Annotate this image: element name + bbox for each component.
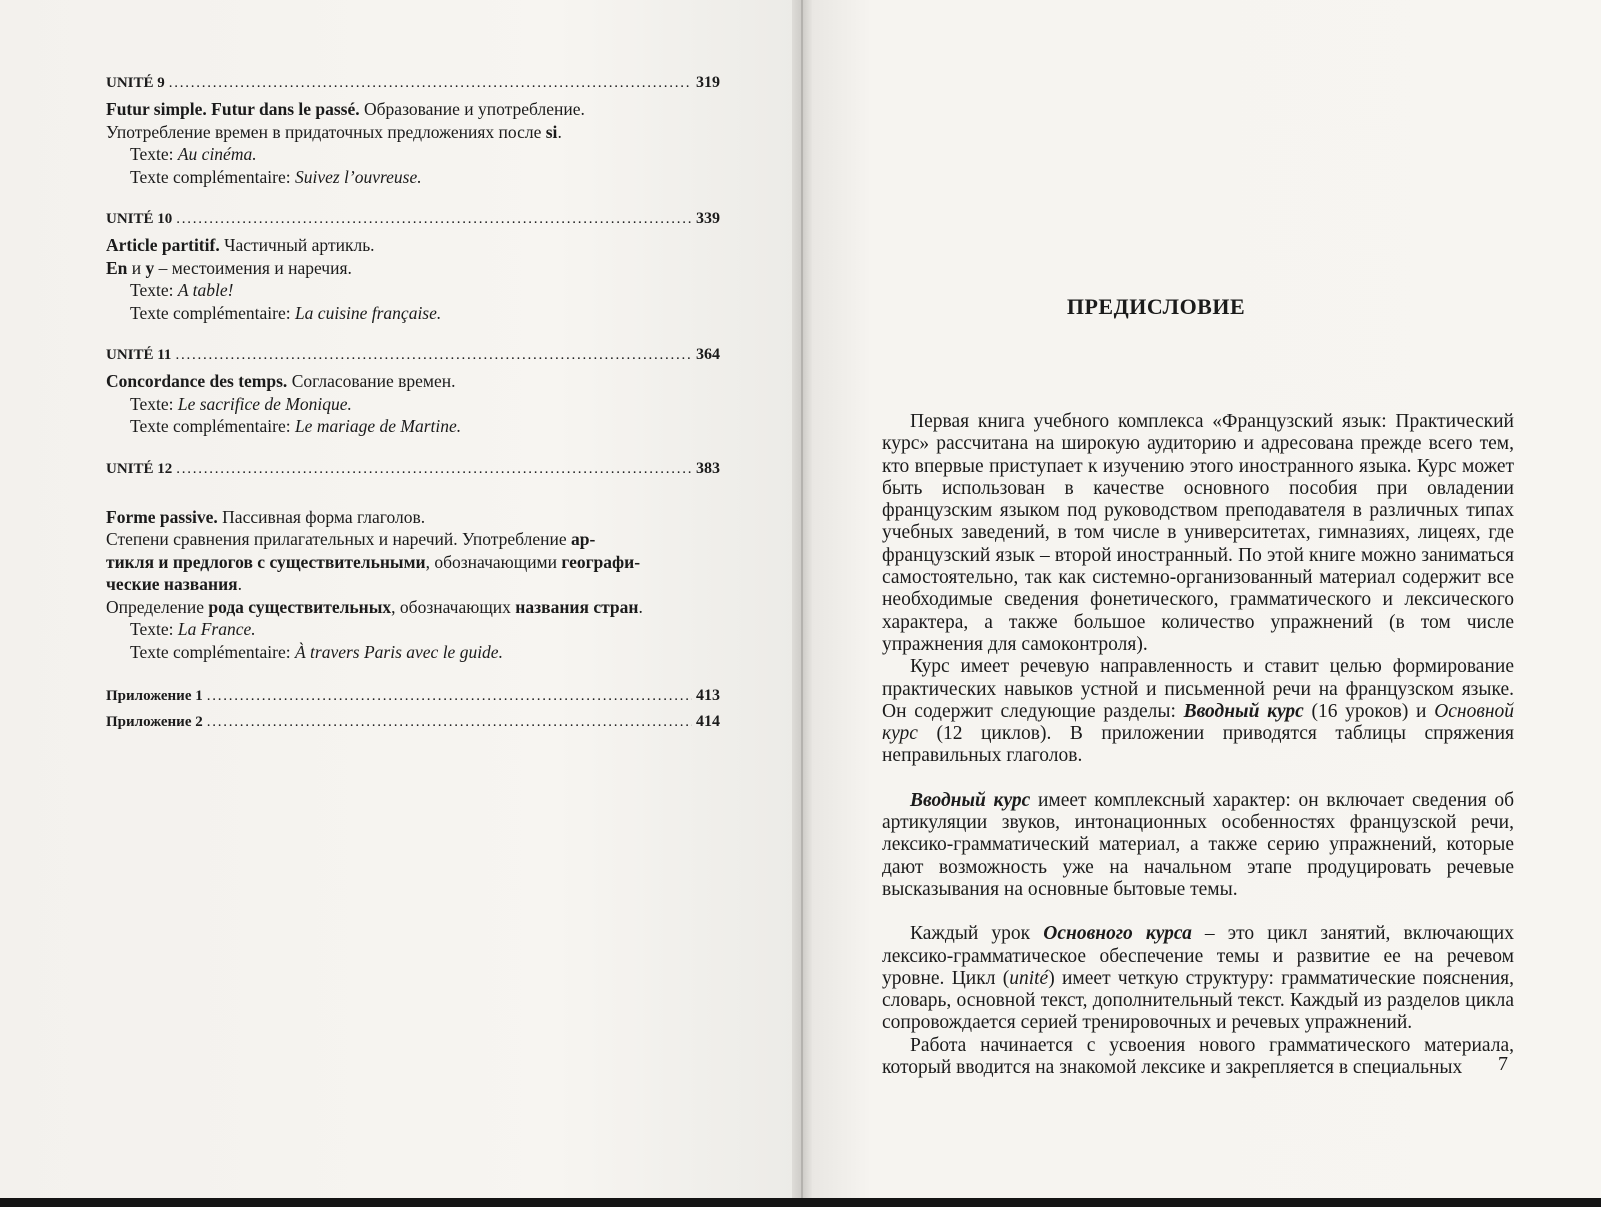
toc-unit-12-body — [106, 506, 720, 664]
toc-bold-term: Forme passive. — [106, 506, 218, 527]
toc-unit-label: UNITÉ 11 — [106, 347, 172, 363]
toc-text: . — [638, 596, 643, 617]
toc-bold-term: En — [106, 257, 128, 278]
paragraph-text: Курс имеет речевую направленность и ставит целью формирование практических навыков устной и письменной речи на французском языке. Он содержит следующие разделы: — [882, 656, 1514, 722]
paragraph-text: – это цикл занятий, включающих лексико-грамматическое обеспечение темы и развитие ее на речевом уровне. Цикл ( — [882, 923, 1514, 989]
toc-text: . — [237, 574, 243, 594]
toc-description-line — [106, 234, 720, 257]
toc-text-prefix: Texte complémentaire: — [130, 416, 295, 436]
toc-text-title: Au cinéma. — [177, 144, 257, 164]
toc-text-line — [106, 166, 720, 189]
preface-paragraph — [882, 656, 1514, 767]
toc-text-prefix: Texte: — [130, 280, 178, 300]
toc-unit-label: UNITÉ 12 — [106, 460, 173, 477]
preface-title: ПРЕДИСЛОВИЕ — [1066, 294, 1246, 319]
book-gutter — [792, 0, 812, 1200]
paragraph-text: (16 уроков) и — [1303, 700, 1435, 722]
toc-page-number: 383 — [696, 459, 720, 477]
toc-appendix-label: Приложение 2 — [106, 714, 203, 730]
toc-text-prefix: Texte complémentaire: — [130, 302, 295, 323]
toc-description-line — [106, 370, 720, 393]
toc-text-line — [106, 393, 720, 416]
paragraph-emphasis: Вводный курс — [910, 789, 1031, 811]
toc-unit-label: UNITÉ 9 — [106, 75, 165, 91]
toc-appendix-label: Приложение 1 — [106, 688, 203, 704]
leader-dots — [169, 72, 692, 95]
toc-description-line — [106, 528, 720, 551]
toc-text-prefix: Texte: — [130, 619, 178, 639]
paragraph-emphasis: unité — [1009, 967, 1049, 989]
toc-text-title: La France. — [177, 619, 256, 639]
toc-text-title: A table! — [177, 280, 234, 300]
toc-unit-label: UNITÉ 10 — [106, 211, 173, 227]
toc-entry-heading[interactable] — [106, 458, 720, 482]
toc-text-line — [106, 143, 720, 166]
toc-page-number: 339 — [696, 210, 720, 227]
toc-text: – местоимения и наречия. — [154, 257, 352, 278]
toc-entry-heading[interactable] — [106, 208, 720, 232]
toc-text: Частичный артикль. — [219, 235, 375, 255]
toc-appendices — [106, 685, 720, 735]
toc-text: Степени сравнения прилагательных и наречий. Употребление — [106, 529, 571, 549]
toc-text: . — [557, 121, 562, 142]
toc-entry-heading[interactable] — [106, 72, 720, 96]
toc-text: Употребление времен в придаточных предложениях после — [106, 121, 546, 142]
toc-unit-9 — [106, 72, 720, 188]
toc-text-title: La cuisine française. — [294, 302, 442, 323]
page-number: 7 — [1498, 1053, 1508, 1075]
toc-text-prefix: Texte: — [130, 393, 178, 414]
preface-paragraph — [882, 923, 1514, 1034]
paragraph-text: (12 циклов). В приложении приводятся таблицы спряжения неправильных глаголов. — [882, 723, 1514, 767]
toc-text-prefix: Texte complémentaire: — [130, 641, 295, 662]
toc-text-title: Suivez l’ouvreuse. — [294, 166, 422, 187]
toc-description-line — [106, 98, 720, 121]
toc-bold-term: ческие названия — [106, 574, 238, 594]
paragraph-text: имеет комплексный характер: он включает сведения об артикуляции звуков, интонационных особенностях французской речи, лексико-грамматический материал, а также серию упражнений, которые дают возможность уже на начальном этапе продуцировать речевые высказывания на основные бытовые темы. — [882, 789, 1514, 900]
toc-text: Определение — [106, 596, 209, 617]
leader-dots — [207, 685, 692, 708]
toc-text-line — [106, 415, 720, 438]
paragraph-text: Каждый урок — [910, 923, 1044, 945]
leader-dots — [176, 208, 692, 231]
toc-page-number: 413 — [696, 687, 720, 704]
preface-paragraph — [882, 411, 1514, 656]
toc-unit-11 — [106, 344, 720, 438]
toc-bold-term: y — [145, 257, 155, 278]
leader-dots — [207, 711, 692, 734]
toc-description-line — [106, 551, 720, 574]
preface-paragraph — [882, 790, 1514, 901]
toc-text: Пассивная форма глаголов. — [217, 506, 426, 527]
toc-bold-term: Article partitif. — [106, 235, 220, 255]
toc-appendix-1[interactable] — [106, 685, 720, 709]
toc-description-line — [106, 573, 720, 596]
leader-dots — [176, 458, 692, 481]
toc-description-line — [106, 506, 720, 529]
toc-bold-term: названия стран — [515, 596, 639, 617]
toc-text: Образование и употребление. — [359, 99, 585, 119]
toc-text: и — [127, 257, 146, 278]
toc-text-line — [106, 279, 720, 302]
toc-entry-heading[interactable] — [106, 344, 720, 368]
toc-bold-term: Futur simple. Futur dans le passé. — [106, 99, 360, 119]
paragraph-text: Работа начинается с усвоения нового грамматического материала, который вводится на знакомой лексике и закрепляется в специальных — [882, 1034, 1514, 1079]
toc-description-line — [106, 257, 720, 280]
paragraph-text: Первая книга учебного комплекса «Французский язык: Практический курс» рассчитана на широкую аудиторию и адресована прежде всего тем, кто впервые приступает к изучению этого иностранного языка. Курс может быть использован в качестве основного пособия при овладении французским языком под руководством преподавателя в различных типах учебных заведений, в том числе в университетах, гимназиях, лицеях, где французский язык – второй иностранный. По этой книге можно заниматься самостоятельно, так как системно-организованный материал содержит все необходимые сведения фонетического, грамматического и лексического характера, а также большое количество упражнений (в том числе упражнения для самоконтроля). — [882, 411, 1514, 655]
toc-text-line — [106, 618, 720, 641]
scan-bottom-edge — [0, 1198, 1601, 1207]
preface-body — [882, 411, 1514, 1079]
paragraph-text: ) имеет четкую структуру: грамматические пояснения, словарь, основной текст, дополнительный текст. Каждый из разделов цикла сопровождается серией тренировочных и речевых упражнений. — [882, 967, 1514, 1034]
toc-bold-term: si — [545, 121, 558, 142]
toc-bold-term: Concordance des temps. — [106, 371, 288, 391]
toc-text: , обозначающими — [425, 551, 562, 572]
leader-dots — [175, 344, 692, 367]
toc-text-title: À travers Paris avec le guide. — [294, 641, 503, 662]
paragraph-emphasis: Основного курса — [1043, 923, 1192, 945]
toc-bold-term: ар- — [570, 529, 596, 549]
toc-text-title: Le sacrifice de Monique. — [177, 393, 352, 414]
table-of-contents — [106, 72, 720, 755]
toc-text-line — [106, 302, 720, 325]
preface-paragraph — [882, 1035, 1514, 1080]
toc-text-title: Le mariage de Martine. — [294, 416, 462, 436]
toc-page-number: 414 — [696, 713, 720, 730]
toc-page-number: 319 — [696, 74, 720, 91]
toc-description-line — [106, 121, 720, 144]
toc-text: , обозначающих — [391, 596, 516, 617]
toc-unit-12 — [106, 458, 720, 482]
toc-text: Согласование времен. — [287, 371, 456, 391]
toc-text-prefix: Texte complémentaire: — [130, 166, 295, 187]
toc-bold-term: тикля и предлогов с существительными — [106, 551, 426, 572]
toc-description-line — [106, 596, 720, 619]
toc-unit-10 — [106, 208, 720, 324]
toc-bold-term: географи- — [561, 551, 641, 572]
toc-text-line — [106, 641, 720, 664]
toc-bold-term: рода существительных — [208, 596, 392, 617]
paragraph-emphasis: Вводный курс — [1183, 700, 1304, 722]
paragraph-emphasis: Основной курс — [882, 700, 1514, 745]
toc-appendix-2[interactable] — [106, 711, 720, 735]
toc-text-prefix: Texte: — [130, 144, 178, 164]
toc-page-number: 364 — [696, 346, 720, 363]
